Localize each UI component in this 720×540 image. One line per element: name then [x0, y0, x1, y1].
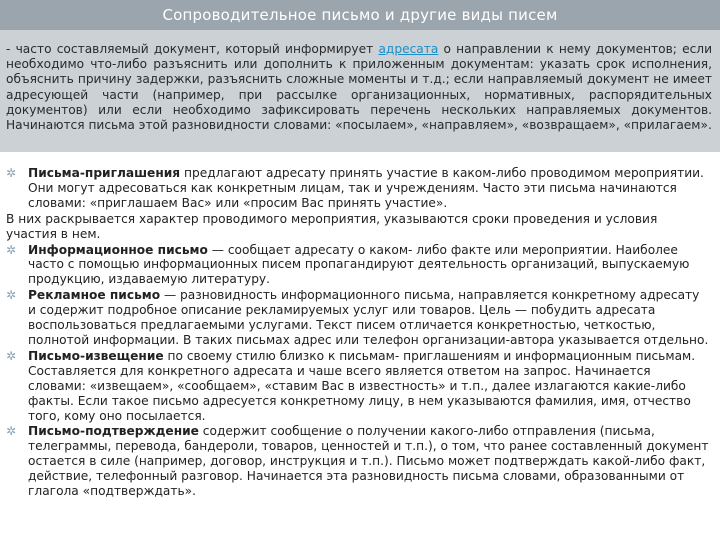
item-text: предлагают адресату принять участие в каком-либо проводимом мероприятии. Они могут адресоваться как конкретным лицам, так и учреждениям. Часто эти письма начинаются словами: «приглашаем Вас» или «просим Вас принять участие». [28, 166, 704, 210]
intro-text-end: о направлении к нему документов; если необходимо что-либо разъяснить или дополнить к приложенным документам: указать срок исполнения, объяснить причину задержки, разъяснить сложные моменты и т.д.; если направляемый документ не имеет адресующей части (например, при рассылке организационных, нормативных, распорядительных документов) или если необходимо зафиксировать перечень нескольких направляемых документов. Начинаются письма этой разновидности словами: «посылаем», «направляем», «возвращаем», «прилагаем». [6, 42, 712, 133]
intro-text-start: - часто составляемый документ, который информирует [6, 42, 379, 56]
list-item-notification [6, 349, 710, 424]
item-term: Письмо-подтверждение [28, 424, 199, 439]
asterisk-icon: ✲ [6, 424, 17, 439]
item-text: содержит сообщение о получении какого-либо отправления (письма, телеграммы, перевода, бандероли, товаров, ценностей и т.п.), о том, что ранее составленный документ остается в силе (например, договор, инструкция и т.п.). Письмо может подтверждать какой-либо факт, действие, телефонный разговор. Начинается эта разновидность письма словами, образованными от глагола «подтверждать». [28, 424, 709, 499]
item-term: Письма-приглашения [28, 166, 181, 180]
list-item-advertising [6, 288, 710, 348]
slide-title: Сопроводительное письмо и другие виды писем [162, 6, 558, 24]
asterisk-icon: ✲ [6, 166, 17, 180]
item-term: Рекламное письмо [28, 288, 161, 303]
intro-link[interactable]: адресата [378, 42, 439, 56]
item-term: Информационное письмо [28, 242, 208, 257]
item-text: — сообщает адресату о каком- либо факте или мероприятии. Наиболее часто с помощью информационных писем пропагандируют деятельность организаций, выпускаемую продукцию, издаваемую литературу. [28, 242, 690, 287]
asterisk-icon: ✲ [6, 348, 17, 363]
plain-paragraph: В них раскрывается характер проводимого мероприятия, указываются сроки проведения и условия участия в нем. [6, 211, 658, 241]
item-text: по своему стилю близко к письмам- приглашениям и информационным письмам. Составляется для конкретного адресата и чаше всего является ответом на запрос. Начинается словами: «извещаем», «сообщаем», «ставим Вас в известность» и т.п., далее излагаются какие-либо факты. Если такое письмо адресуется конкретному лицу, в нем указываются фамилия, имя, отчество того, кому оно посылается. [28, 348, 696, 423]
asterisk-icon: ✲ [6, 288, 17, 303]
intro-paragraph [6, 42, 712, 133]
list-item-confirmation [6, 424, 710, 499]
asterisk-icon: ✲ [6, 242, 17, 257]
list-item-informational [6, 243, 710, 288]
letter-types-list [6, 166, 710, 500]
item-text: — разновидность информационного письма, направляется конкретному адресату и содержит подробное описание рекламируемых услуг или товаров. Цель — побудить адресата воспользоваться предлагаемыми услугами. Текст писем отличается конкретностью, четкостью, полнотой информации. В таких письмах адрес или телефон организации-автора указывается отдельно. [28, 288, 709, 347]
item-term: Письмо-извещение [28, 348, 164, 363]
list-item-invitation [6, 166, 710, 211]
